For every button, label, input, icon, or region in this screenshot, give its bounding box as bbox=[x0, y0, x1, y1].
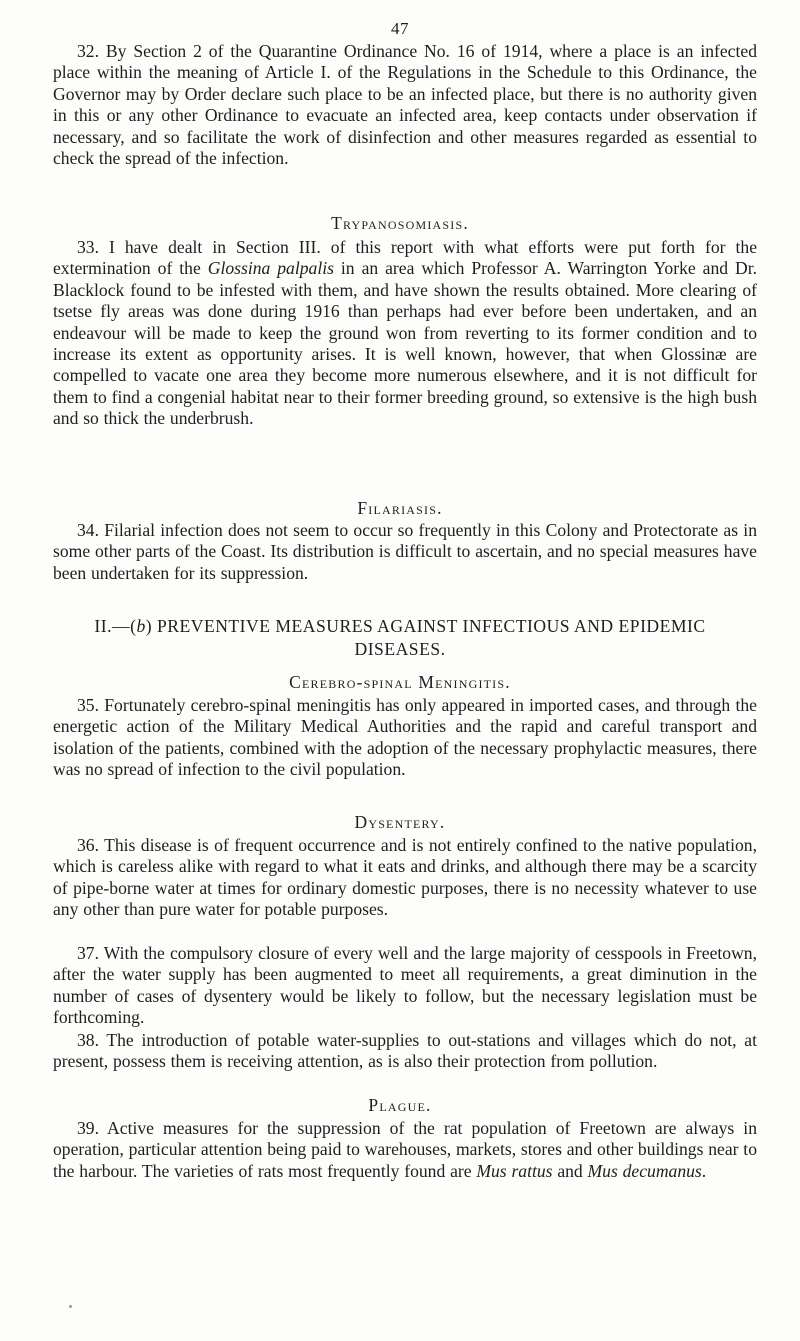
paragraph-39-text-a: 39. Active measures for the suppression of the rat population of Freetown are always in operation, particular attention being paid to warehouses, markets, stores and other buildings near to the harbour. The varieties of rats most frequently found are bbox=[53, 1118, 757, 1181]
paragraph-37 bbox=[53, 943, 757, 1029]
section-heading-preventive-measures: II.—(b) PREVENTIVE MEASURES AGAINST INFECTIOUS AND EPIDEMIC DISEASES. bbox=[94, 616, 706, 659]
page-number: 47 bbox=[391, 19, 409, 38]
paragraph-34 bbox=[53, 520, 757, 584]
paragraph-33 bbox=[53, 237, 757, 430]
species-glossina-palpalis: Glossina palpalis bbox=[207, 258, 334, 279]
paragraph-35-text: 35. Fortunately cerebro-spinal meningitis has only appeared in imported cases, and through the energetic action of the Military Medical Authorities and the rapid and careful transport and isolation of the patients, combined with the adoption of the necessary prophylactic measures, there was no spread of infection to the civil population. bbox=[53, 695, 757, 780]
paragraph-33-text-a: 33. I have dealt in Section III. of this report with what efforts were put forth for the extermination of the bbox=[53, 237, 757, 279]
heading-dysentery: Dysentery. bbox=[354, 812, 446, 832]
paragraph-37-text: 37. With the compulsory closure of every well and the large majority of cesspools in Freetown, after the water supply has been augmented to meet all requirements, a great diminution in the number of cases of dysentery would be likely to follow, but the necessary legislation must be forthcoming. bbox=[53, 943, 757, 1028]
paragraph-36 bbox=[53, 835, 757, 921]
paragraph-35 bbox=[53, 695, 757, 781]
scan-speck bbox=[69, 1305, 72, 1308]
heading-filariasis: Filariasis. bbox=[357, 498, 443, 518]
heading-plague: Plague. bbox=[368, 1095, 432, 1115]
paragraph-38-text: 38. The introduction of potable water-supplies to out-stations and villages which do not, at present, possess them is receiving attention, as is also their protection from pollution. bbox=[53, 1030, 757, 1072]
paragraph-33-text-b: in an area which Professor A. Warrington Yorke and Dr. Blacklock found to be infested with them, and have shown the results obtained. More clearing of tsetse fly areas was done during 1916 than perhaps had ever before been undertaken, and an endeavour will be made to keep the ground won from reverting to its former condition and to increase its extent as opportunity arises. It is well known, however, that when Glossinæ are compelled to vacate one area they become more numerous elsewhere, and it is not difficult for them to find a congenial habitat near to their former breeding ground, so extensive is the high bush and so thick the underbrush. bbox=[53, 258, 757, 429]
species-mus-rattus: Mus rattus bbox=[476, 1160, 553, 1181]
paragraph-32 bbox=[53, 41, 757, 169]
species-mus-decumanus: Mus decumanus bbox=[587, 1160, 702, 1181]
paragraph-38 bbox=[53, 1030, 757, 1073]
paragraph-32-text: 32. By Section 2 of the Quarantine Ordinance No. 16 of 1914, where a place is an infected place within the meaning of Article I. of the Regulations in the Schedule to this Ordinance, the Governor may by Order declare such place to be an infected place, but there is no authority given in this or any other Ordinance to evacuate an infected area, keep contacts under observation if necessary, and so facilitate the work of disinfection and other measures regarded as essential to check the spread of the infection. bbox=[53, 41, 757, 169]
heading-cerebro-spinal-meningitis: Cerebro-spinal Meningitis. bbox=[289, 672, 511, 692]
paragraph-36-text: 36. This disease is of frequent occurrence and is not entirely confined to the native population, which is careless alike with regard to what it eats and drinks, and although there may be a scarcity of pipe-borne water at times for ordinary domestic purposes, there is no necessity whatever to use any other than pure water for potable purposes. bbox=[53, 835, 757, 920]
paragraph-34-text: 34. Filarial infection does not seem to occur so frequently in this Colony and Protectorate as in some other parts of the Coast. Its distribution is difficult to ascertain, and no special measures have been undertaken for its suppression. bbox=[53, 520, 757, 583]
heading-trypanosomiasis: Trypanosomiasis. bbox=[331, 213, 469, 233]
paragraph-39: 39. Active measures for the suppression of the rat population of Freetown are always in operation, particular attention being paid to warehouses, markets, stores and other buildings near to the harbour. The varieties of rats most frequently found are Mus rattus and Mus decumanus. bbox=[53, 1118, 757, 1181]
